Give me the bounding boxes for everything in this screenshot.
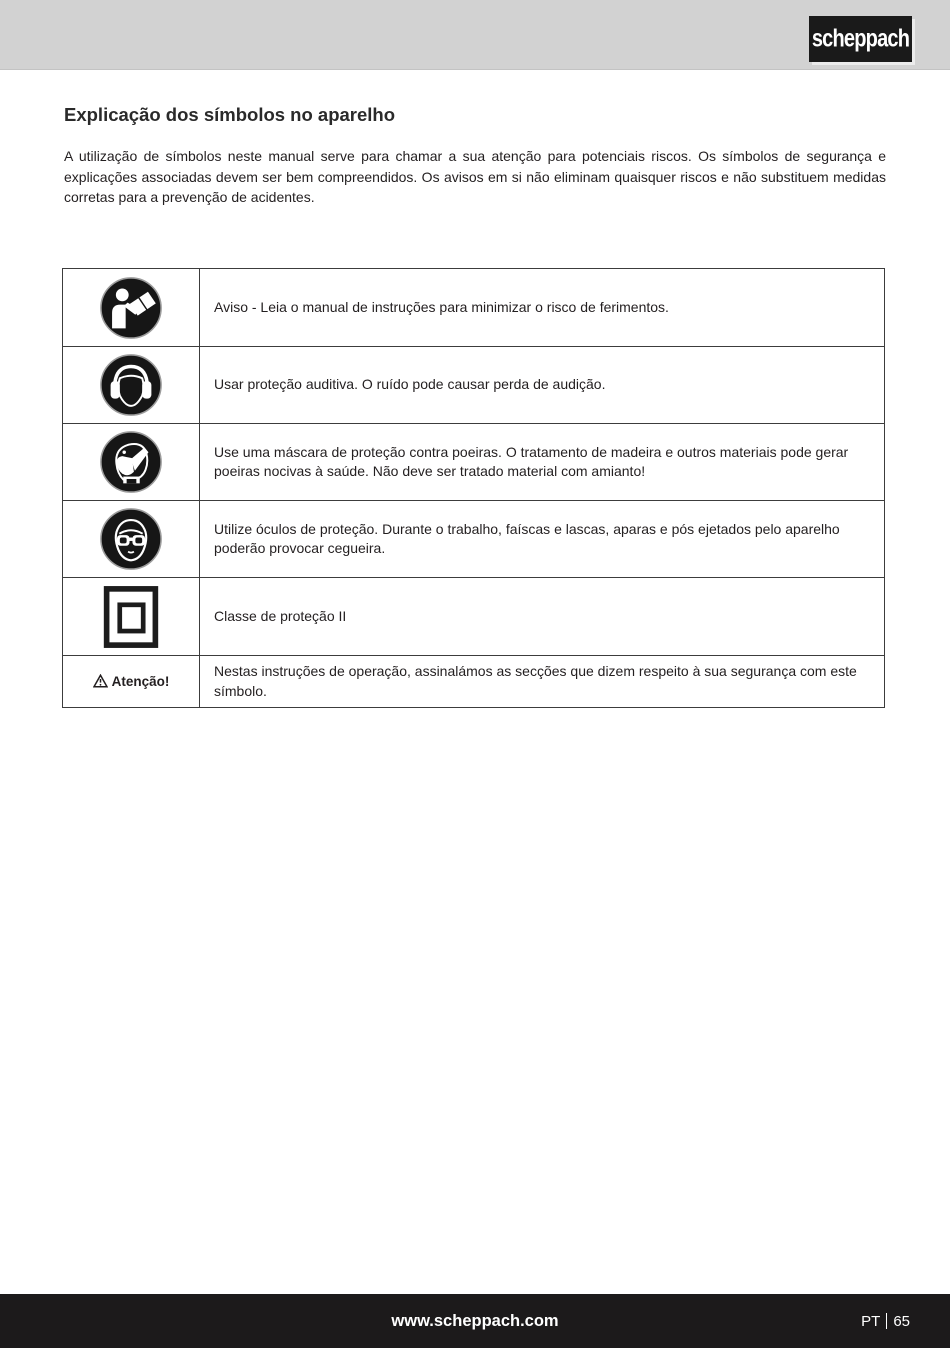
table-row <box>63 656 885 708</box>
protection-class-2-icon <box>63 578 200 656</box>
table-row <box>63 347 885 424</box>
read-manual-icon <box>63 269 200 347</box>
dust-mask-icon <box>63 424 200 501</box>
scheppach-logo-text: scheppach <box>811 24 910 53</box>
intro-paragraph: A utilização de símbolos neste manual serve para chamar a sua atenção para potenciais riscos. Os símbolos de segurança e explicações associadas devem ser bem compreendidos. Os avisos em si não eliminam quaisquer riscos e não substituem medidas corretas para a prevenção de acidentes. <box>64 148 886 205</box>
symbol-description: Use uma máscara de proteção contra poeiras. O tratamento de madeira e outros materiais pode gerar poeiras nocivas à saúde. Não deve ser tratado material com amianto! <box>200 424 885 501</box>
table-row <box>63 578 885 656</box>
scheppach-logo <box>809 16 912 62</box>
footer-page-indicator <box>861 1313 910 1330</box>
footer-bar <box>0 1294 950 1348</box>
attention-label: Atenção! <box>111 674 170 689</box>
attention-cell <box>63 656 200 708</box>
warning-triangle-icon <box>93 674 108 688</box>
footer-language: PT <box>861 1312 881 1330</box>
symbol-description: Aviso - Leia o manual de instruções para minimizar o risco de ferimentos. <box>200 269 885 347</box>
table-row <box>63 501 885 578</box>
symbol-description: Utilize óculos de proteção. Durante o trabalho, faíscas e lascas, aparas e pós ejetados pelo aparelho poderão provocar cegueira. <box>200 501 885 578</box>
footer-website: www.scheppach.com <box>391 1311 559 1330</box>
footer-divider <box>886 1313 887 1329</box>
symbol-description: Classe de proteção II <box>200 578 885 656</box>
symbol-description: Usar proteção auditiva. O ruído pode causar perda de audição. <box>200 347 885 424</box>
symbols-table <box>62 268 885 708</box>
header-bar <box>0 0 950 70</box>
safety-goggles-icon <box>63 501 200 578</box>
footer-page-number: 65 <box>893 1312 910 1330</box>
ear-protection-icon <box>63 347 200 424</box>
page-title: Explicação dos símbolos no aparelho <box>64 104 396 125</box>
table-row <box>63 269 885 347</box>
table-row <box>63 424 885 501</box>
symbol-description: Nestas instruções de operação, assinalámos as secções que dizem respeito à sua segurança com este símbolo. <box>200 656 885 708</box>
